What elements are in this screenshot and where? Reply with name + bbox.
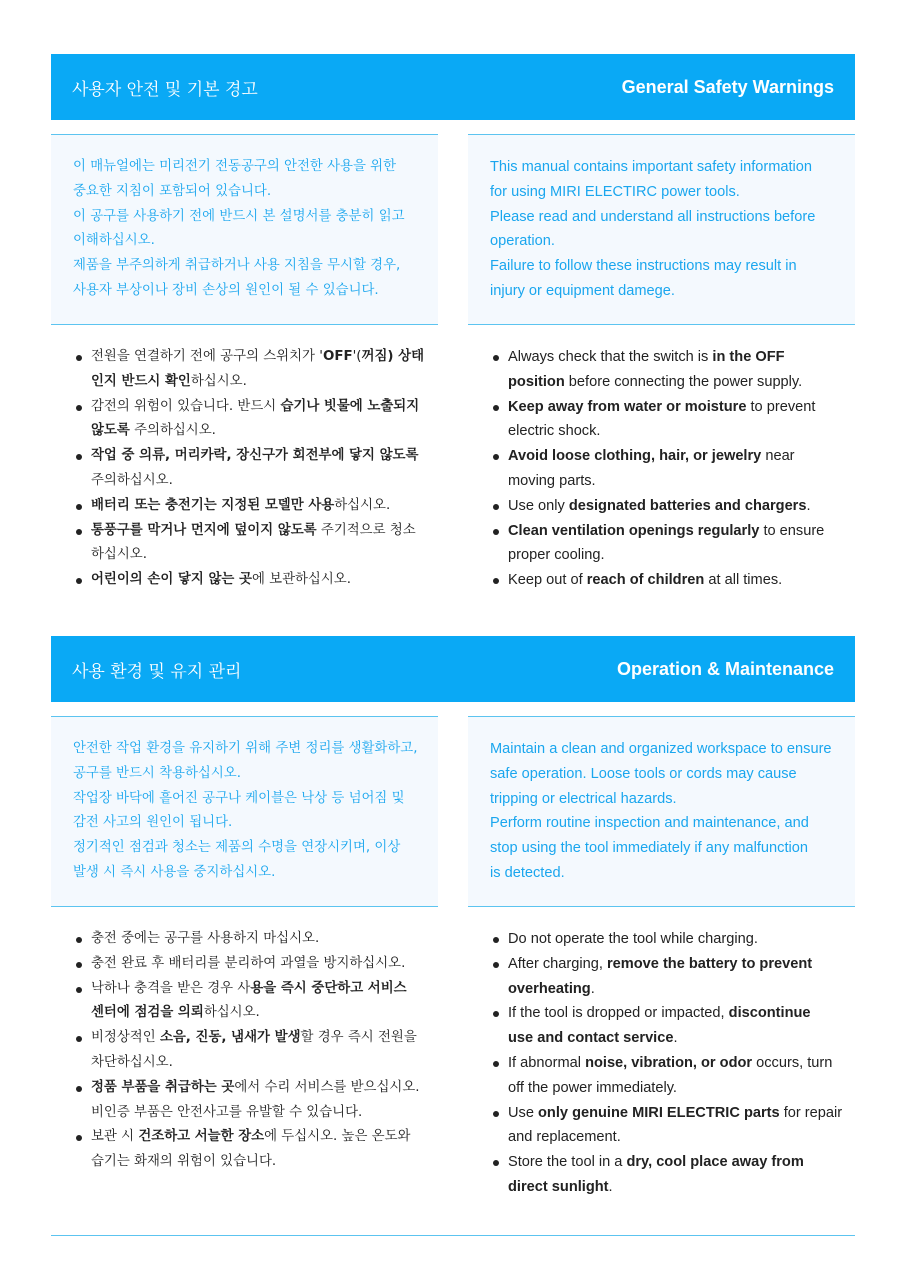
text: 하십시오. (91, 547, 147, 563)
text: Always check that the switch is (508, 349, 713, 365)
bold-text: 인지 반드시 확인 (91, 373, 191, 389)
text: . (806, 497, 811, 514)
section-title-ko: 사용 환경 및 유지 관리 (72, 661, 242, 682)
bold-text: 꺼짐) 상태 (361, 349, 425, 364)
bullet-item (494, 952, 855, 1002)
bullet-item (77, 952, 438, 977)
text: Use only (508, 497, 569, 514)
intro-line: is detected. (490, 864, 565, 881)
text: 주의하십시오. (91, 472, 173, 488)
bold-text: 작업 중 의류, 머리카락, 장신구가 회전부에 닿지 않도록 (91, 448, 419, 464)
intro-box-en (468, 716, 855, 907)
text: 전원을 연결하기 전에 공구의 스위치가 ' (91, 349, 323, 364)
text: 주기적으로 청소 (316, 522, 416, 538)
intro-line: stop using the tool immediately if any malfunction (490, 840, 808, 857)
bold-text: designated batteries and chargers (568, 497, 807, 514)
bold-text: in the OFF (712, 349, 785, 365)
intro-columns (51, 716, 855, 907)
intro-box-en (468, 134, 855, 325)
bullet-item (77, 494, 438, 519)
text: 감전의 위험이 있습니다. 반드시 (91, 398, 281, 414)
bold-text: noise, vibration, or odor (585, 1054, 753, 1071)
text: to ensure (759, 522, 825, 539)
text: If the tool is dropped or impacted, (508, 1005, 729, 1022)
bullet-item (77, 1026, 438, 1076)
text: 차단하십시오. (91, 1054, 173, 1070)
intro-line: 안전한 작업 환경을 유지하기 위해 주변 정리를 생활화하고, (73, 741, 418, 756)
text: 낙하나 충격을 받은 경우 사 (91, 980, 251, 996)
bullet-list-ko (51, 325, 438, 593)
bullet-item (77, 345, 438, 395)
section-title-ko: 사용자 안전 및 기본 경고 (72, 79, 258, 100)
intro-line: 발생 시 즉시 사용을 중지하십시오. (73, 864, 276, 880)
bullet-item (494, 1051, 855, 1101)
text: Keep out of (508, 572, 587, 589)
text: '( (352, 349, 362, 364)
bold-text: reach of children (586, 572, 705, 589)
text: 하십시오. (203, 1005, 260, 1021)
text: off the power immediately. (508, 1079, 677, 1096)
intro-line: tripping or electrical hazards. (490, 790, 677, 807)
intro-line: Please read and understand all instructions before (490, 208, 816, 225)
intro-box-ko (51, 716, 438, 907)
text: moving parts. (508, 472, 596, 489)
text: 충전 완료 후 배터리를 분리하여 과열을 방지하십시오. (91, 955, 406, 971)
section-header-banner (51, 636, 855, 702)
text: 충전 중에는 공구를 사용하지 마십시오. (91, 931, 320, 946)
intro-line: This manual contains important safety information (490, 159, 813, 175)
bullet-columns (51, 325, 855, 593)
bold-text: remove the battery to prevent (606, 955, 813, 972)
intro-line: 작업장 바닥에 흩어진 공구나 케이블은 낙상 등 넘어짐 및 (73, 790, 405, 806)
text: 보관 시 (91, 1129, 139, 1145)
bold-text: discontinue (728, 1005, 811, 1022)
intro-box-ko (51, 134, 438, 325)
text: proper cooling. (508, 547, 605, 564)
bullet-item (77, 1076, 438, 1126)
bold-text: overheating (508, 980, 591, 997)
bullet-item (77, 977, 438, 1027)
bold-text: only genuine MIRI ELECTRIC parts (538, 1104, 780, 1121)
text: Do not operate the tool while charging. (508, 931, 758, 947)
bold-text: 않도록 (91, 423, 130, 439)
text: 에 두십시오. 높은 온도와 (264, 1129, 411, 1145)
text: 비정상적인 (91, 1030, 160, 1046)
intro-line: safe operation. Loose tools or cords may cause (490, 765, 797, 782)
bullet-item (494, 1101, 855, 1151)
intro-line: 이해하십시오. (73, 233, 155, 249)
text: for repair (779, 1104, 843, 1121)
intro-line: 사용자 부상이나 장비 손상의 원인이 될 수 있습니다. (73, 282, 379, 298)
intro-line: 공구를 반드시 착용하십시오. (73, 765, 241, 781)
text: If abnormal (508, 1054, 586, 1071)
text: . (590, 980, 595, 997)
bullet-item (77, 1125, 438, 1175)
text: to prevent (746, 398, 816, 415)
bottom-divider (51, 1235, 855, 1236)
section-operation-maintenance (51, 636, 855, 1200)
bullet-item (494, 568, 855, 593)
bold-text: direct sunlight (508, 1178, 609, 1195)
bullet-item (494, 444, 855, 494)
bold-text: position (508, 373, 565, 390)
bullet-item (77, 519, 438, 569)
section-header-banner (51, 54, 855, 120)
text: 비인증 부품은 안전사고를 유발할 수 있습니다. (91, 1104, 363, 1120)
bold-text: 소음, 진동, 냄새가 발생 (159, 1030, 301, 1046)
bold-text: 정품 부품을 취급하는 곳 (91, 1079, 235, 1095)
bold-text: 용을 즉시 중단하고 서비스 (250, 980, 407, 996)
bullet-item (494, 494, 855, 519)
text: electric shock. (508, 423, 601, 440)
text: and replacement. (508, 1129, 621, 1146)
intro-line: 제품을 부주의하게 취급하거나 사용 지침을 무시할 경우, (73, 258, 401, 274)
text: 하십시오. (190, 373, 247, 389)
bold-text: 건조하고 서늘한 장소 (138, 1129, 265, 1145)
bullet-list-en (468, 325, 855, 593)
bullet-item (77, 568, 438, 593)
text: 에 보관하십시오. (251, 572, 351, 588)
bullet-item (77, 444, 438, 494)
text: 하십시오. (334, 497, 391, 513)
section-title-en: General Safety Warnings (621, 76, 834, 97)
intro-line: Perform routine inspection and maintenance, and (490, 815, 809, 832)
intro-line: 정기적인 점검과 청소는 제품의 수명을 연장시키며, 이상 (73, 840, 401, 856)
bullet-item (494, 1150, 855, 1200)
intro-line: 이 매뉴얼에는 미리전기 전동공구의 안전한 사용을 위한 (73, 159, 397, 174)
bold-text: Keep away from water or moisture (508, 398, 747, 415)
text: 주의하십시오. (129, 423, 216, 439)
bullet-item (494, 395, 855, 445)
bullet-list-en (468, 907, 855, 1200)
bullet-list-ko (51, 907, 438, 1175)
intro-line: 이 공구를 사용하기 전에 반드시 본 설명서를 충분히 읽고 (73, 208, 405, 224)
bullet-item (77, 927, 438, 952)
bold-text: use and contact service (508, 1030, 674, 1047)
section-title-en: Operation & Maintenance (616, 658, 834, 679)
bullet-item (494, 927, 855, 952)
intro-line: 중요한 지침이 포함되어 있습니다. (73, 183, 272, 199)
section-general-safety (51, 54, 855, 593)
bold-text: Avoid loose clothing, hair, or jewelry (508, 448, 762, 465)
bold-text: 통풍구를 막거나 먼지에 덮이지 않도록 (91, 522, 317, 538)
bullet-item (494, 1001, 855, 1051)
text: Store the tool in a (508, 1154, 627, 1171)
intro-columns (51, 134, 855, 325)
text: occurs, turn (752, 1054, 833, 1071)
text: . (608, 1178, 613, 1195)
text: before connecting the power supply. (564, 373, 803, 390)
text: 할 경우 즉시 전원을 (300, 1030, 417, 1046)
bold-text: 어린이의 손이 닿지 않는 곳 (91, 572, 252, 588)
text: near (761, 448, 795, 465)
intro-line: 감전 사고의 원인이 됩니다. (73, 815, 233, 831)
text: 습기는 화재의 위험이 있습니다. (91, 1154, 277, 1170)
intro-line: operation. (490, 233, 555, 250)
bullet-columns (51, 907, 855, 1200)
bullet-item (77, 395, 438, 445)
intro-line: injury or equipment damege. (490, 282, 675, 299)
text: at all times. (704, 572, 783, 589)
bold-text: dry, cool place away from (626, 1154, 804, 1171)
bold-text: 센터에 점검을 의뢰 (91, 1005, 204, 1021)
intro-line: Failure to follow these instructions may result in (490, 258, 797, 275)
intro-line: Maintain a clean and organized workspace to ensure (490, 741, 832, 757)
intro-line: for using MIRI ELECTIRC power tools. (490, 183, 740, 200)
text: After charging, (508, 955, 607, 972)
bullet-item (494, 519, 855, 569)
bold-text: 배터리 또는 충전기는 지정된 모델만 사용 (91, 497, 335, 513)
bold-text: 습기나 빗물에 노출되지 (280, 398, 420, 414)
bold-text: Clean ventilation openings regularly (508, 522, 760, 539)
bullet-item (494, 345, 855, 395)
text: 에서 수리 서비스를 받으십시오. (234, 1079, 420, 1095)
text: . (673, 1030, 678, 1047)
bold-text: OFF (322, 349, 353, 364)
text: Use (508, 1104, 539, 1121)
